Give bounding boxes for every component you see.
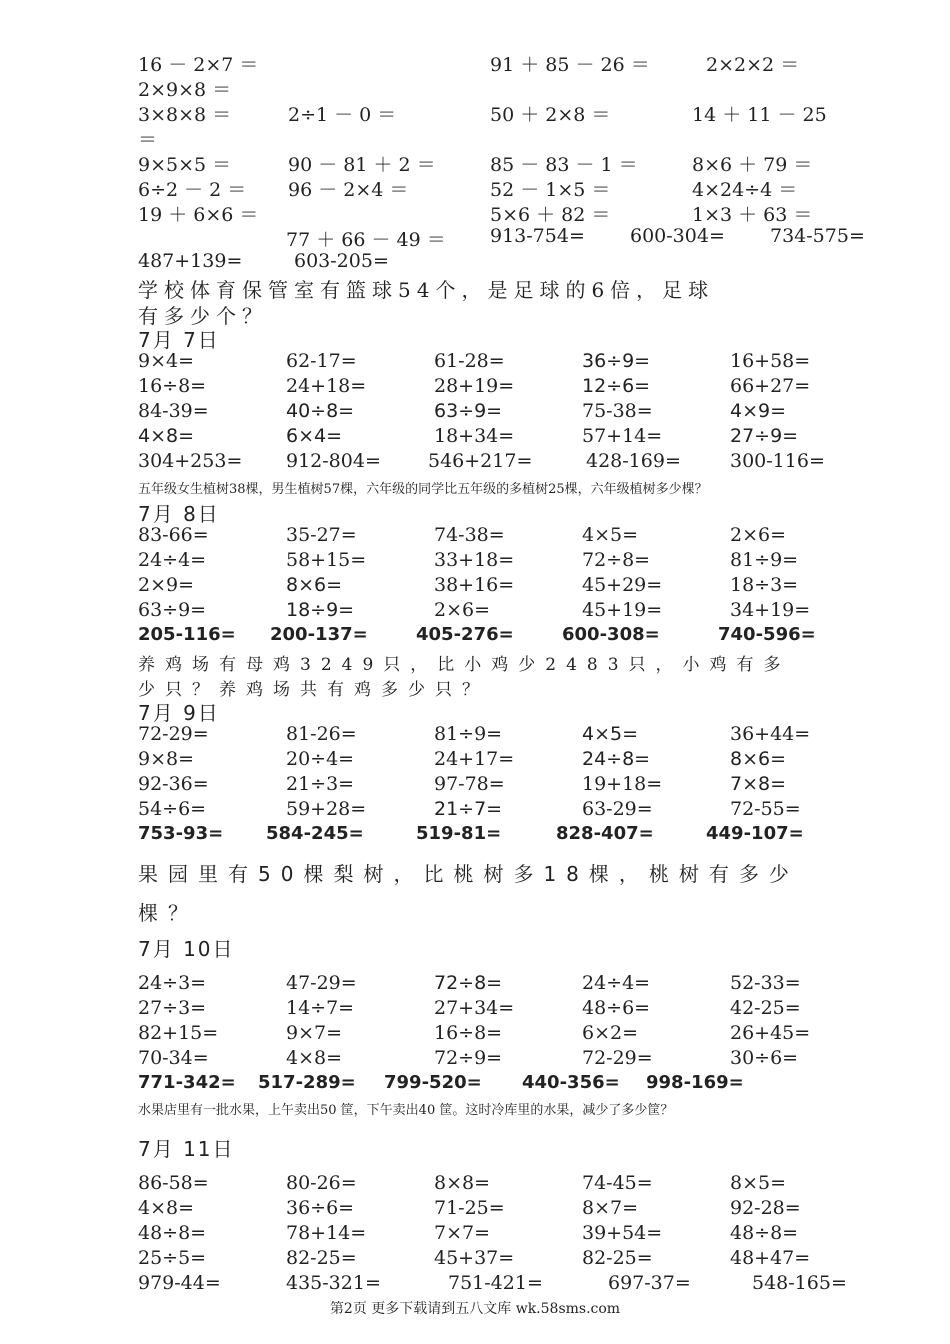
problem: 4×8= — [138, 1197, 195, 1219]
word-problem: 果园里有50棵梨树，比桃树多18棵，桃树有多少 — [138, 862, 799, 886]
problem: 3×8×8 ＝ — [138, 104, 232, 126]
problem: 4×5= — [582, 524, 639, 546]
problem: 24÷4= — [582, 972, 651, 994]
problem: 27÷9= — [730, 425, 799, 447]
problem: 97-78= — [434, 773, 505, 795]
problem: 9×7= — [286, 1022, 343, 1044]
problem: ＝ — [138, 129, 158, 151]
problem: 5×6 ＋ 82 ＝ — [490, 204, 611, 226]
problem: 80-26= — [286, 1172, 357, 1194]
problem: 52 － 1×5 ＝ — [490, 179, 611, 201]
problem: 20÷4= — [286, 748, 355, 770]
problem: 61-28= — [434, 350, 505, 372]
problem: 48÷8= — [138, 1222, 207, 1244]
problem: 8×7= — [582, 1197, 639, 1219]
problem: 8×6= — [286, 574, 343, 596]
problem: 449-107= — [706, 823, 804, 844]
problem: 828-407= — [556, 823, 654, 844]
problem: 7×7= — [434, 1222, 491, 1244]
problem: 85 － 83 － 1 ＝ — [490, 154, 638, 176]
problem: 34+19= — [730, 599, 811, 621]
problem: 62-17= — [286, 350, 357, 372]
problem: 8×6 ＋ 79 ＝ — [692, 154, 813, 176]
problem: 45+19= — [582, 599, 663, 621]
problem: 35-27= — [286, 524, 357, 546]
date-heading: 7月 7日 — [138, 328, 220, 352]
problem: 66+27= — [730, 375, 811, 397]
problem: 59+28= — [286, 798, 367, 820]
problem: 45+29= — [582, 574, 663, 596]
problem: 16÷8= — [138, 375, 207, 397]
problem: 440-356= — [522, 1072, 620, 1093]
problem: 912-804= — [286, 450, 381, 472]
problem: 2×6= — [730, 524, 787, 546]
problem: 7×8= — [730, 773, 787, 795]
problem: 91 ＋ 85 － 26 ＝ — [490, 54, 650, 76]
problem: 9×5×5 ＝ — [138, 154, 232, 176]
problem: 913-754= — [490, 225, 585, 247]
date-heading: 7月 11日 — [138, 1137, 235, 1161]
problem: 96 － 2×4 ＝ — [288, 179, 409, 201]
problem: 27÷3= — [138, 997, 207, 1019]
problem: 70-34= — [138, 1047, 209, 1069]
problem: 74-38= — [434, 524, 505, 546]
problem: 18+34= — [434, 425, 515, 447]
problem: 998-169= — [646, 1072, 744, 1093]
problem: 71-25= — [434, 1197, 505, 1219]
problem: 4×9= — [730, 400, 787, 422]
problem: 74-45= — [582, 1172, 653, 1194]
problem: 2×9×8 ＝ — [138, 79, 232, 101]
problem: 24+18= — [286, 375, 367, 397]
problem: 36+44= — [730, 723, 811, 745]
problem: 734-575= — [770, 225, 865, 247]
problem: 2×6= — [434, 599, 491, 621]
problem: 92-36= — [138, 773, 209, 795]
problem: 72-29= — [138, 723, 209, 745]
date-heading: 7月 8日 — [138, 502, 220, 526]
date-heading: 7月 10日 — [138, 937, 235, 961]
problem: 72-29= — [582, 1047, 653, 1069]
problem: 21÷3= — [286, 773, 355, 795]
problem: 82-25= — [582, 1247, 653, 1269]
problem: 72÷8= — [582, 549, 651, 571]
problem: 8×6= — [730, 748, 787, 770]
problem: 90 － 81 ＋ 2 ＝ — [288, 154, 436, 176]
problem: 63÷9= — [434, 400, 503, 422]
problem: 72÷8= — [434, 972, 503, 994]
problem: 304+253= — [138, 450, 243, 472]
problem: 584-245= — [266, 823, 364, 844]
problem: 48÷8= — [730, 1222, 799, 1244]
problem: 1×3 ＋ 63 ＝ — [692, 204, 813, 226]
problem: 58+15= — [286, 549, 367, 571]
problem: 200-137= — [270, 624, 368, 645]
problem: 82-25= — [286, 1247, 357, 1269]
problem: 39+54= — [582, 1222, 663, 1244]
problem: 19+18= — [582, 773, 663, 795]
problem: 19 ＋ 6×6 ＝ — [138, 204, 259, 226]
problem: 72÷9= — [434, 1047, 503, 1069]
problem: 2×2×2 ＝ — [706, 54, 800, 76]
problem: 28+19= — [434, 375, 515, 397]
problem: 72-55= — [730, 798, 801, 820]
problem: 2÷1 － 0 ＝ — [288, 104, 397, 126]
problem: 54÷6= — [138, 798, 207, 820]
problem: 740-596= — [718, 624, 816, 645]
problem: 75-38= — [582, 400, 653, 422]
word-problem: 有多少个？ — [138, 304, 268, 328]
word-problem: 少只？养鸡场共有鸡多少只？ — [138, 680, 489, 700]
problem: 6×2= — [582, 1022, 639, 1044]
word-problem: 水果店里有一批水果，上午卖出50 筐，下午卖出40 筐。这时冷库里的水果，减少了多少筐？ — [138, 1103, 674, 1118]
problem: 4×24÷4 ＝ — [692, 179, 798, 201]
problem: 42-25= — [730, 997, 801, 1019]
problem: 48÷6= — [582, 997, 651, 1019]
problem: 428-169= — [586, 450, 681, 472]
problem: 405-276= — [416, 624, 514, 645]
problem: 26+45= — [730, 1022, 811, 1044]
problem: 38+16= — [434, 574, 515, 596]
problem: 33+18= — [434, 549, 515, 571]
problem: 799-520= — [384, 1072, 482, 1093]
problem: 18÷3= — [730, 574, 799, 596]
problem: 600-308= — [562, 624, 660, 645]
problem: 8×5= — [730, 1172, 787, 1194]
problem: 600-304= — [630, 225, 725, 247]
problem: 205-116= — [138, 624, 236, 645]
date-heading: 7月 9日 — [138, 701, 220, 725]
problem: 24+17= — [434, 748, 515, 770]
problem: 50 ＋ 2×8 ＝ — [490, 104, 611, 126]
problem: 24÷8= — [582, 748, 651, 770]
page-footer: 第2页 更多下载请到五八文库 wk.58sms.com — [329, 1301, 621, 1317]
problem: 78+14= — [286, 1222, 367, 1244]
problem: 435-321= — [286, 1272, 381, 1294]
problem: 16+58= — [730, 350, 811, 372]
problem: 83-66= — [138, 524, 209, 546]
problem: 47-29= — [286, 972, 357, 994]
problem: 63÷9= — [138, 599, 207, 621]
problem: 6÷2 － 2 ＝ — [138, 179, 247, 201]
problem: 63-29= — [582, 798, 653, 820]
problem: 4×5= — [582, 723, 639, 745]
problem: 517-289= — [258, 1072, 356, 1093]
problem: 9×4= — [138, 350, 195, 372]
problem: 92-28= — [730, 1197, 801, 1219]
problem: 81÷9= — [730, 549, 799, 571]
problem: 36÷6= — [286, 1197, 355, 1219]
problem: 27+34= — [434, 997, 515, 1019]
word-problem: 棵？ — [138, 901, 198, 925]
problem: 18÷9= — [286, 599, 355, 621]
problem: 487+139= — [138, 250, 243, 272]
problem: 40÷8= — [286, 400, 355, 422]
problem: 14 ＋ 11 － 25 — [692, 104, 827, 126]
problem: 82+15= — [138, 1022, 219, 1044]
problem: 9×8= — [138, 748, 195, 770]
problem: 57+14= — [582, 425, 663, 447]
problem: 52-33= — [730, 972, 801, 994]
problem: 300-116= — [730, 450, 825, 472]
problem: 81-26= — [286, 723, 357, 745]
problem: 603-205= — [294, 250, 389, 272]
problem: 4×8= — [286, 1047, 343, 1069]
problem: 751-421= — [448, 1272, 543, 1294]
problem: 2×9= — [138, 574, 195, 596]
problem: 21÷7= — [434, 798, 503, 820]
problem: 12÷6= — [582, 375, 651, 397]
problem: 30÷6= — [730, 1047, 799, 1069]
problem: 25÷5= — [138, 1247, 207, 1269]
word-problem: 学校体育保管室有篮球54个，是足球的6倍，足球 — [138, 278, 715, 302]
problem: 697-37= — [608, 1272, 691, 1294]
problem: 48+47= — [730, 1247, 811, 1269]
problem: 6×4= — [286, 425, 343, 447]
problem: 24÷3= — [138, 972, 207, 994]
problem: 4×8= — [138, 425, 195, 447]
problem: 753-93= — [138, 823, 224, 844]
problem: 84-39= — [138, 400, 209, 422]
problem: 546+217= — [428, 450, 533, 472]
problem: 16 － 2×7 ＝ — [138, 54, 259, 76]
problem: 14÷7= — [286, 997, 355, 1019]
problem: 24÷4= — [138, 549, 207, 571]
problem: 86-58= — [138, 1172, 209, 1194]
problem: 979-44= — [138, 1272, 221, 1294]
word-problem: 养鸡场有母鸡3249只，比小鸡少2483只，小鸡有多 — [138, 655, 791, 675]
problem: 548-165= — [752, 1272, 847, 1294]
problem: 8×8= — [434, 1172, 491, 1194]
problem: 16÷8= — [434, 1022, 503, 1044]
problem: 45+37= — [434, 1247, 515, 1269]
word-problem: 五年级女生植树38棵，男生植树57棵，六年级的同学比五年级的多植树25棵，六年级植树多少棵？ — [138, 482, 708, 497]
problem: 36÷9= — [582, 350, 651, 372]
problem: 77 ＋ 66 － 49 ＝ — [286, 229, 446, 251]
problem: 81÷9= — [434, 723, 503, 745]
problem: 771-342= — [138, 1072, 236, 1093]
problem: 519-81= — [416, 823, 502, 844]
